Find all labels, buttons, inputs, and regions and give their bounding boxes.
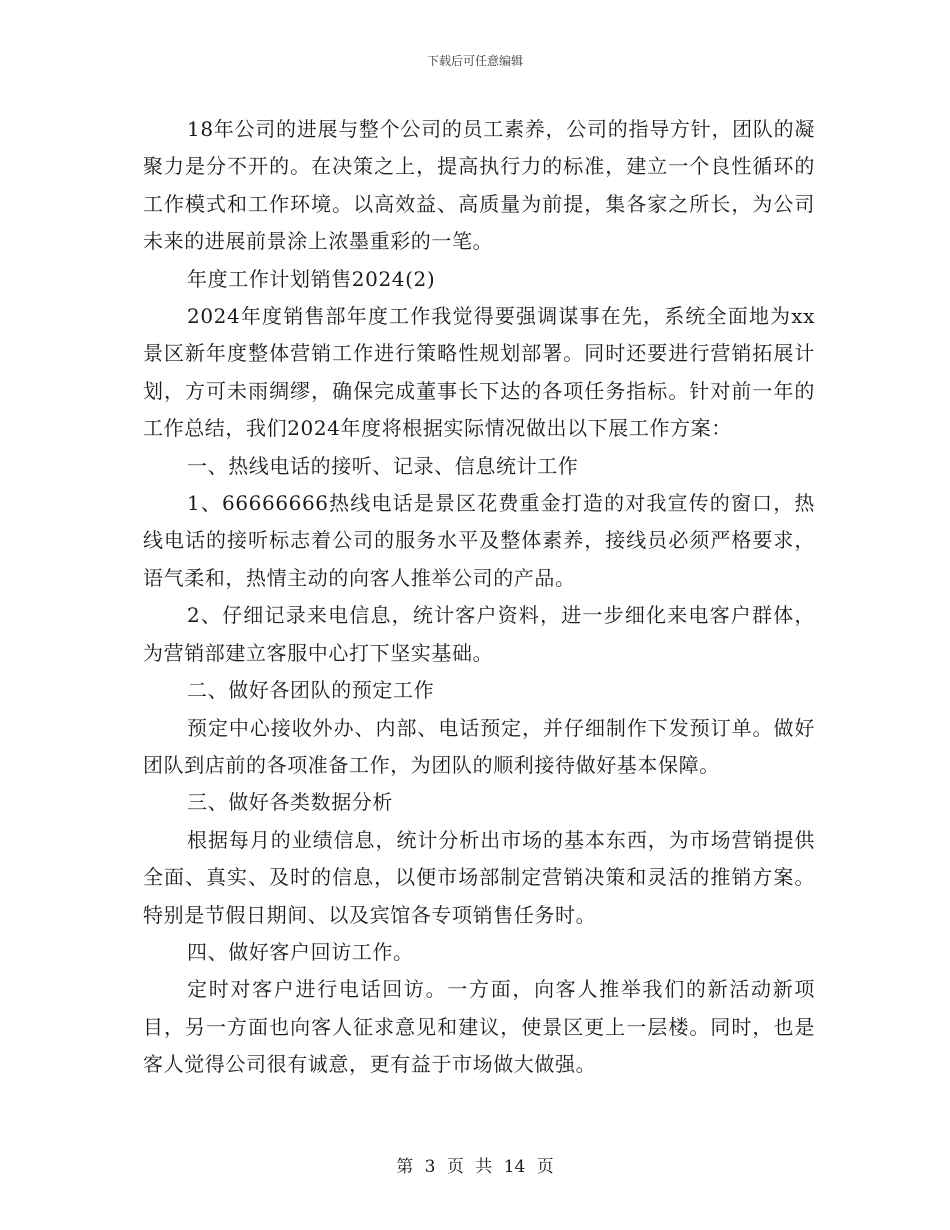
page-header: 下载后可任意编辑 (426, 54, 523, 68)
paragraph: 2024年度销售部年度工作我觉得要强调谋事在先，系统全面地为xx景区新年度整体营销工作进行策略性规划部署。同时还要进行营销拓展计划，方可未雨绸缪，确保完成董事长下达的各项任务指标。针对前一年的工作总结，我们2024年度将根据实际情况做出以下展工作方案： (143, 304, 815, 441)
section-heading: 四、做好客户回访工作。 (187, 939, 414, 964)
section-title: 年度工作计划销售2024(2) (187, 266, 436, 291)
document-body (143, 111, 815, 1084)
page-number-footer: 第 3 页 共 14 页 (396, 1157, 554, 1177)
section-heading: 三、做好各类数据分析 (187, 790, 393, 815)
paragraph: 1、66666666热线电话是景区花费重金打造的对我宣传的窗口，热线电话的接听标志着公司的服务水平及整体素养，接线员必须严格要求，语气柔和，热情主动的向客人推举公司的产品。 (143, 491, 815, 590)
section-heading: 一、热线电话的接听、记录、信息统计工作 (187, 453, 579, 478)
paragraph: 2、仔细记录来电信息，统计客户资料，进一步细化来电客户群体，为营销部建立客服中心打下坚实基础。 (143, 603, 815, 665)
paragraph: 预定中心接收外办、内部、电话预定，并仔细制作下发预订单。做好团队到店前的各项准备工作，为团队的顺利接待做好基本保障。 (143, 715, 815, 777)
paragraph: 根据每月的业绩信息，统计分析出市场的基本东西，为市场营销提供全面、真实、及时的信息，以便市场部制定营销决策和灵活的推销方案。特别是节假日期间、以及宾馆各专项销售任务时。 (143, 827, 815, 927)
paragraph: 定时对客户进行电话回访。一方面，向客人推举我们的新活动新项目，另一方面也向客人征求意见和建议，使景区更上一层楼。同时，也是客人觉得公司很有诚意，更有益于市场做大做强。 (143, 977, 815, 1077)
section-heading: 二、做好各团队的预定工作 (187, 678, 435, 703)
paragraph: 18年公司的进展与整个公司的员工素养，公司的指导方针，团队的凝聚力是分不开的。在决策之上，提高执行力的标准，建立一个良性循环的工作模式和工作环境。以高效益、高质量为前提，集各家之所长，为公司未来的进展前景涂上浓墨重彩的一笔。 (143, 117, 815, 254)
